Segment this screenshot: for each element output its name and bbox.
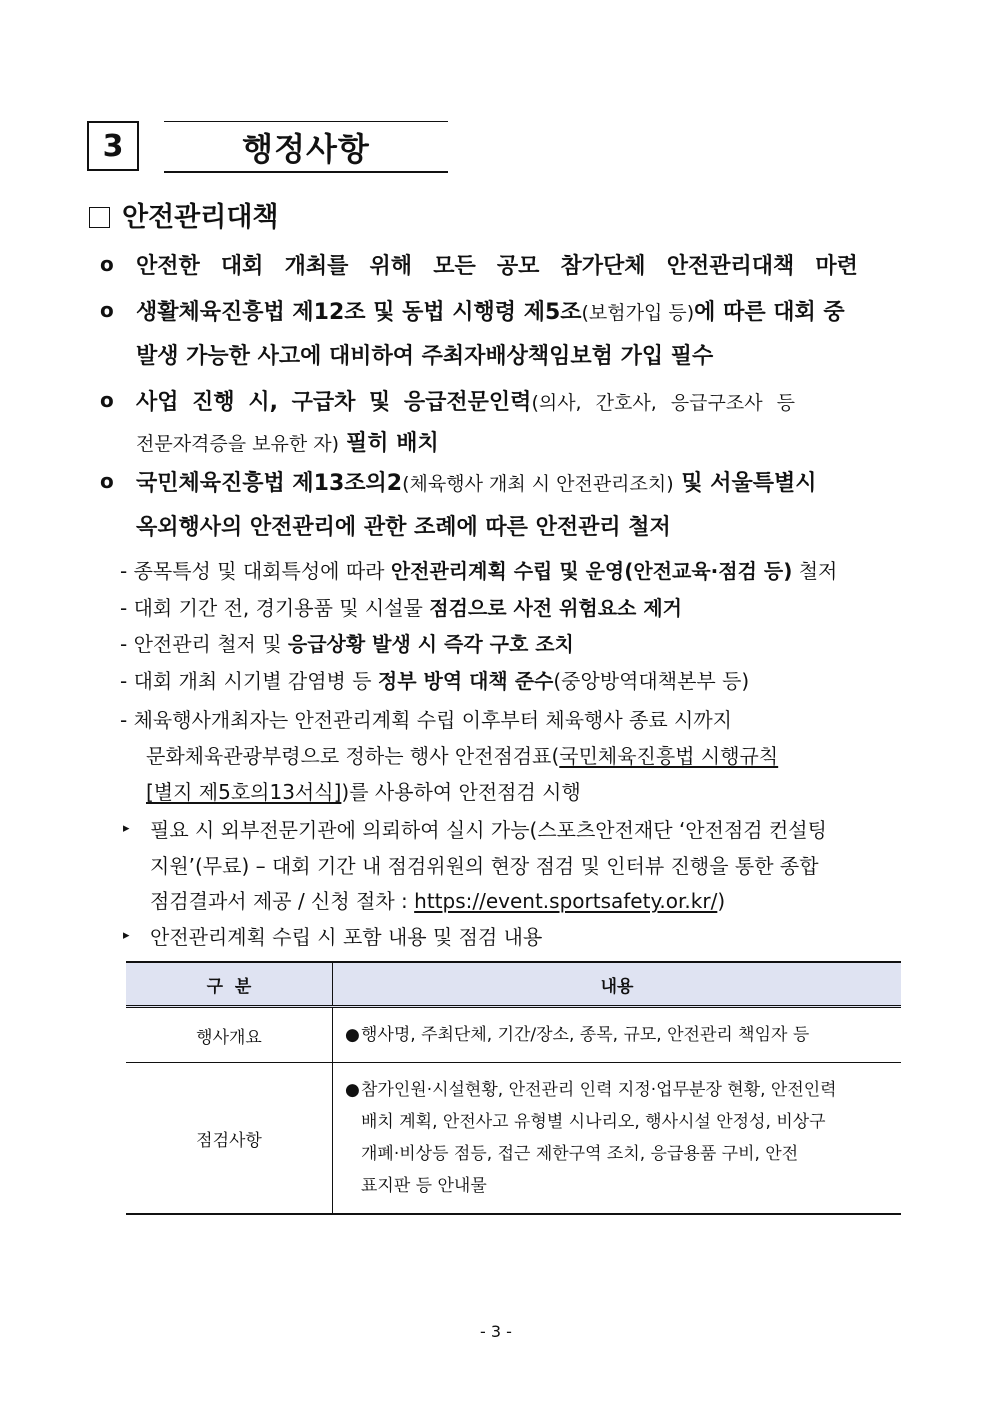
row-content: ● 행사명, 주최단체, 기간/장소, 종목, 규모, 안전관리 책임자 등 (333, 1007, 902, 1063)
arrow-item-1-line-1: 필요 시 외부전문기관에 의뢰하여 실시 가능(스포츠안전재단 ‘안전점검 컨설팅 (150, 818, 827, 842)
checklist-table (126, 961, 901, 1215)
bullet-marker: o (100, 469, 114, 493)
bullet-2-line-1: 생활체육진흥법 제12조 및 동법 시행령 제5조(보험가입 등)에 따른 대회 중 (136, 300, 845, 325)
page-number: - 3 - (480, 1322, 512, 1341)
dash-item: - 대회 개최 시기별 감염병 등 정부 방역 대책 준수(중앙방역대책본부 등) (120, 669, 750, 693)
row-content: ● 참가인원·시설현황, 안전관리 인력 지정·업무분장 현황, 안전인력 배치 계획, 안전사고 유형별 시나리오, 행사시설 안정성, 비상구 개폐·비상등 점등, 접근 제한구역 조치, 응급용품 구비, 안전 표지판 등 안내물 (333, 1063, 902, 1215)
section-number-box (87, 121, 139, 171)
bullet-3-line-2: 전문자격증을 보유한 자) 필히 배치 (136, 431, 439, 456)
triangle-bullet-icon: ▸ (123, 928, 130, 943)
table-header-row (126, 962, 901, 1007)
arrow-item-1-line-2: 지원’(무료) – 대회 기간 내 점검위원의 현장 점검 및 인터뷰 진행을 통한 종합 (150, 854, 819, 878)
checkbox-square-icon (89, 207, 110, 228)
subheading (89, 195, 279, 234)
section-number: 3 (102, 128, 124, 164)
row-label: 행사개요 (126, 1007, 333, 1063)
table-row (126, 1007, 901, 1063)
bullet-3-line-1: 사업 진행 시, 구급차 및 응급전문인력(의사, 간호사, 응급구조사 등 (136, 390, 795, 415)
section-title-box (164, 121, 448, 173)
bullet-1-line: 안전한 대회 개최를 위해 모든 공모 참가단체 안전관리대책 마련 (136, 254, 858, 279)
bullet-marker: o (100, 298, 114, 322)
triangle-bullet-icon: ▸ (123, 821, 130, 836)
arrow-item-2: 안전관리계획 수립 시 포함 내용 및 점검 내용 (150, 925, 543, 949)
bullet-marker: o (100, 252, 114, 276)
dash-item: - 종목특성 및 대회특성에 따라 안전관리계획 수립 및 운영(안전교육·점검 등) 철저 (120, 559, 838, 583)
bullet-marker: o (100, 388, 114, 412)
dash-item: - 안전관리 철저 및 응급상황 발생 시 즉각 구호 조치 (120, 632, 574, 656)
bullet-2-line-2: 발생 가능한 사고에 대비하여 주최자배상책임보험 가입 필수 (136, 344, 714, 369)
bullet-4-line-2: 옥외행사의 안전관리에 관한 조례에 따른 안전관리 철저 (136, 515, 671, 540)
row-label: 점검사항 (126, 1063, 333, 1215)
bullet-4-line-1: 국민체육진흥법 제13조의2(체육행사 개최 시 안전관리조치) 및 서울특별시 (136, 471, 817, 496)
header-content: 내용 (333, 962, 902, 1007)
table-row (126, 1063, 901, 1215)
header-category: 구 분 (126, 962, 333, 1007)
arrow-item-1-line-3: 점검결과서 제공 / 신청 절차 : https://event.sportsafety.or.kr/) (150, 889, 726, 913)
apply-link[interactable]: https://event.sportsafety.or.kr/ (414, 889, 718, 913)
dash-item-5-line-1: - 체육행사개최자는 안전관리계획 수립 이후부터 체육행사 종료 시까지 (120, 708, 732, 732)
dash-item-5-line-2: 문화체육관광부령으로 정하는 행사 안전점검표(국민체육진흥법 시행규칙 (146, 744, 779, 768)
dash-item-5-line-3: [별지 제5호의13서식])를 사용하여 안전점검 시행 (146, 780, 581, 804)
dash-item: - 대회 기간 전, 경기용품 및 시설물 점검으로 사전 위험요소 제거 (120, 596, 682, 620)
section-title: 행정사항 (242, 129, 370, 168)
subheading-text: 안전관리대책 (122, 202, 279, 233)
